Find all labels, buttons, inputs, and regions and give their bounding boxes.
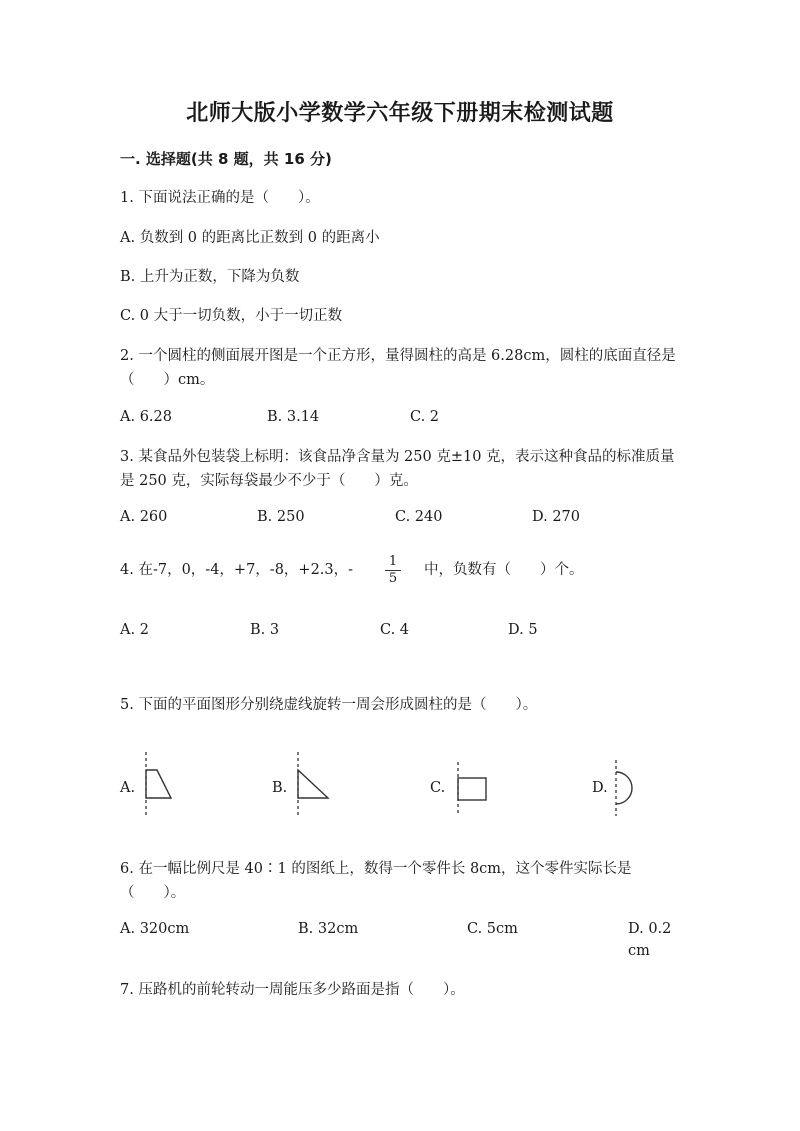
question-5-text: 5. 下面的平面图形分别绕虚线旋转一周会形成圆柱的是（ ）。 bbox=[120, 697, 538, 713]
fraction-denominator: 5 bbox=[388, 571, 398, 586]
question-6-option-c[interactable]: C. 5cm bbox=[467, 921, 518, 937]
question-3-option-b[interactable]: B. 250 bbox=[257, 509, 305, 525]
semicircle-figure-d bbox=[610, 758, 650, 818]
question-4-text-before: 4. 在-7，0，-4，+7，-8，+2.3，- bbox=[120, 562, 354, 578]
question-1-text: 1. 下面说法正确的是（ ）。 bbox=[120, 190, 320, 206]
fraction-one-fifth bbox=[385, 554, 401, 587]
question-6-option-d[interactable]: D. 0.2cm bbox=[628, 921, 672, 959]
question-5-option-a[interactable]: A. bbox=[120, 780, 136, 796]
question-6-option-b[interactable]: B. 32cm bbox=[298, 921, 359, 937]
question-3-option-a[interactable]: A. 260 bbox=[120, 509, 168, 525]
page-title: 北师大版小学数学六年级下册期末检测试题 bbox=[186, 101, 614, 126]
question-6-option-a[interactable]: A. 320cm bbox=[120, 921, 190, 937]
question-4-option-b[interactable]: B. 3 bbox=[250, 622, 280, 638]
question-5-option-c[interactable]: C. bbox=[430, 780, 446, 796]
question-4-option-a[interactable]: A. 2 bbox=[120, 622, 149, 638]
question-6-text: 6. 在一幅比例尺是 40∶1 的图纸上，数得一个零件长 8cm，这个零件实际长是（ ）。 bbox=[120, 861, 632, 901]
question-5-option-d[interactable]: D. bbox=[592, 780, 608, 796]
question-5-option-b[interactable]: B. bbox=[272, 780, 288, 796]
question-4-text-after: 中，负数有（ ）个。 bbox=[424, 562, 584, 578]
question-1-option-b[interactable]: B. 上升为正数，下降为负数 bbox=[120, 269, 300, 285]
question-3-option-d[interactable]: D. 270 bbox=[532, 509, 581, 525]
trapezoid-figure-a bbox=[140, 750, 180, 820]
question-4-option-d[interactable]: D. 5 bbox=[508, 622, 538, 638]
question-2-option-c[interactable]: C. 2 bbox=[410, 409, 440, 425]
rectangle-figure-c bbox=[452, 760, 497, 816]
question-2-option-b[interactable]: B. 3.14 bbox=[267, 409, 320, 425]
question-7-text: 7. 压路机的前轮转动一周能压多少路面是指（ ）。 bbox=[120, 982, 465, 998]
section-heading: 一. 选择题(共 8 题，共 16 分) bbox=[120, 150, 332, 168]
question-1-option-a[interactable]: A. 负数到 0 的距离比正数到 0 的距离小 bbox=[120, 230, 380, 246]
question-2-option-a[interactable]: A. 6.28 bbox=[120, 409, 172, 425]
question-4-option-c[interactable]: C. 4 bbox=[380, 622, 410, 638]
fraction-numerator: 1 bbox=[385, 554, 401, 571]
question-3-option-c[interactable]: C. 240 bbox=[395, 509, 443, 525]
triangle-figure-b bbox=[292, 750, 337, 820]
question-1-option-c[interactable]: C. 0 大于一切负数，小于一切正数 bbox=[120, 308, 343, 324]
question-3-text: 3. 某食品外包装袋上标明：该食品净含量为 250 克±10 克，表示这种食品的标准质量是 250 克，实际每袋最少不少于（ ）克。 bbox=[120, 449, 675, 489]
question-2-text: 2. 一个圆柱的侧面展开图是一个正方形，量得圆柱的高是 6.28cm，圆柱的底面直径是（ ）cm。 bbox=[120, 348, 676, 388]
